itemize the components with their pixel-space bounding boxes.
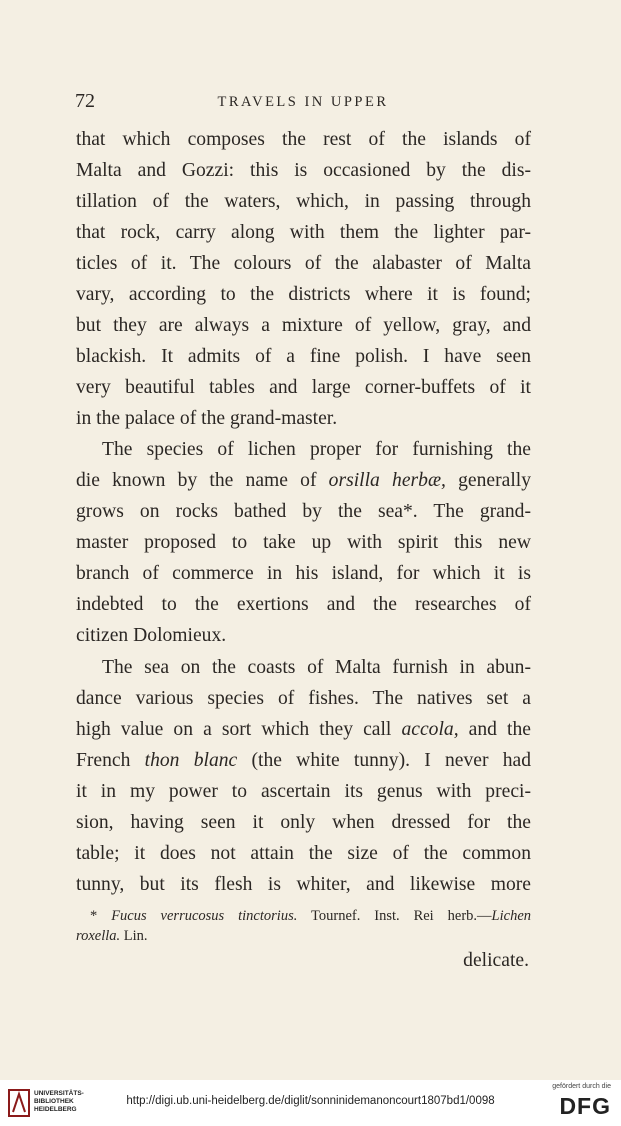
text-line: grows on rocks bathed by the sea*. The grand- — [76, 501, 531, 522]
text-line: tunny, but its flesh is whiter, and likewise more — [76, 874, 531, 895]
text-run: French — [76, 750, 145, 771]
text-line — [76, 714, 531, 745]
text-line: table; it does not attain the size of the common — [76, 843, 531, 864]
text-line: The species of lichen proper for furnishing the — [102, 439, 531, 460]
italic-term: Lichen — [491, 908, 532, 924]
italic-term: roxella. — [76, 928, 121, 944]
footnote-mark: * — [90, 908, 112, 924]
paragraph-1 — [76, 124, 531, 434]
italic-term: accola, — [401, 719, 459, 740]
text-line: that which composes the rest of the islands of — [76, 129, 531, 150]
running-head — [75, 90, 531, 114]
dfg-note: gefördert durch die — [552, 1083, 611, 1090]
italic-term: orsilla herbæ, — [328, 470, 446, 491]
text-line: Malta and Gozzi: this is occasioned by the dis- — [76, 160, 531, 181]
library-name-line: BIBLIOTHEK — [34, 1098, 74, 1105]
text-line: dance various species of fishes. The natives set a — [76, 688, 531, 709]
footnote — [76, 906, 531, 946]
text-run: (the white tunny). I never had — [237, 750, 532, 771]
text-line: The sea on the coasts of Malta furnish in abun- — [102, 657, 531, 678]
text-line — [76, 465, 531, 496]
paragraph-3 — [76, 652, 531, 900]
text-line: that rock, carry along with them the lighter par- — [76, 222, 531, 243]
viewer-footer — [0, 1080, 621, 1126]
text-line: citizen Dolomieux. — [76, 625, 227, 646]
text-run: high value on a sort which they call — [76, 719, 402, 740]
text-line: sion, having seen it only when dressed for the — [76, 812, 531, 833]
text-line: master proposed to take up with spirit this new — [76, 532, 531, 553]
dfg-logo: DFG — [559, 1093, 611, 1119]
footnote-line — [76, 906, 531, 926]
text-line: tillation of the waters, which, in passing through — [76, 191, 531, 212]
text-line: vary, according to the districts where it is found; — [76, 284, 531, 305]
text-run: Tournef. Inst. Rei herb.— — [297, 908, 492, 924]
source-url-link[interactable]: http://digi.ub.uni-heidelberg.de/diglit/sonninidemanoncourt1807bd1/0098 — [126, 1095, 495, 1107]
catchword: delicate. — [463, 950, 529, 971]
text-line: very beautiful tables and large corner-buffets of it — [76, 377, 531, 398]
running-title: TRAVELS IN UPPER — [217, 94, 389, 110]
text-line: ticles of it. The colours of the alabaster of Malta — [76, 253, 531, 274]
footnote-line — [76, 926, 531, 946]
italic-term: Fucus verrucosus tinctorius. — [111, 908, 298, 924]
text-line: blackish. It admits of a fine polish. I have seen — [76, 346, 531, 367]
text-line: it in my power to ascertain its genus with preci- — [76, 781, 531, 802]
paragraph-2 — [76, 434, 531, 651]
text-run: die known by the name of — [76, 470, 329, 491]
text-line — [76, 745, 531, 776]
library-name-line: HEIDELBERG — [34, 1106, 77, 1113]
library-name-line: UNIVERSITÄTS- — [34, 1090, 84, 1097]
text-line: in the palace of the grand-master. — [76, 408, 338, 429]
italic-term: thon blanc — [144, 750, 238, 771]
text-line: branch of commerce in his island, for which it is — [76, 563, 531, 584]
text-line: indebted to the exertions and the researches of — [76, 594, 531, 615]
text-run: and the — [458, 719, 531, 740]
text-run: Lin. — [120, 928, 148, 944]
page-number: 72 — [75, 90, 95, 112]
text-line: but they are always a mixture of yellow, gray, and — [76, 315, 531, 336]
text-run: generally — [445, 470, 531, 491]
